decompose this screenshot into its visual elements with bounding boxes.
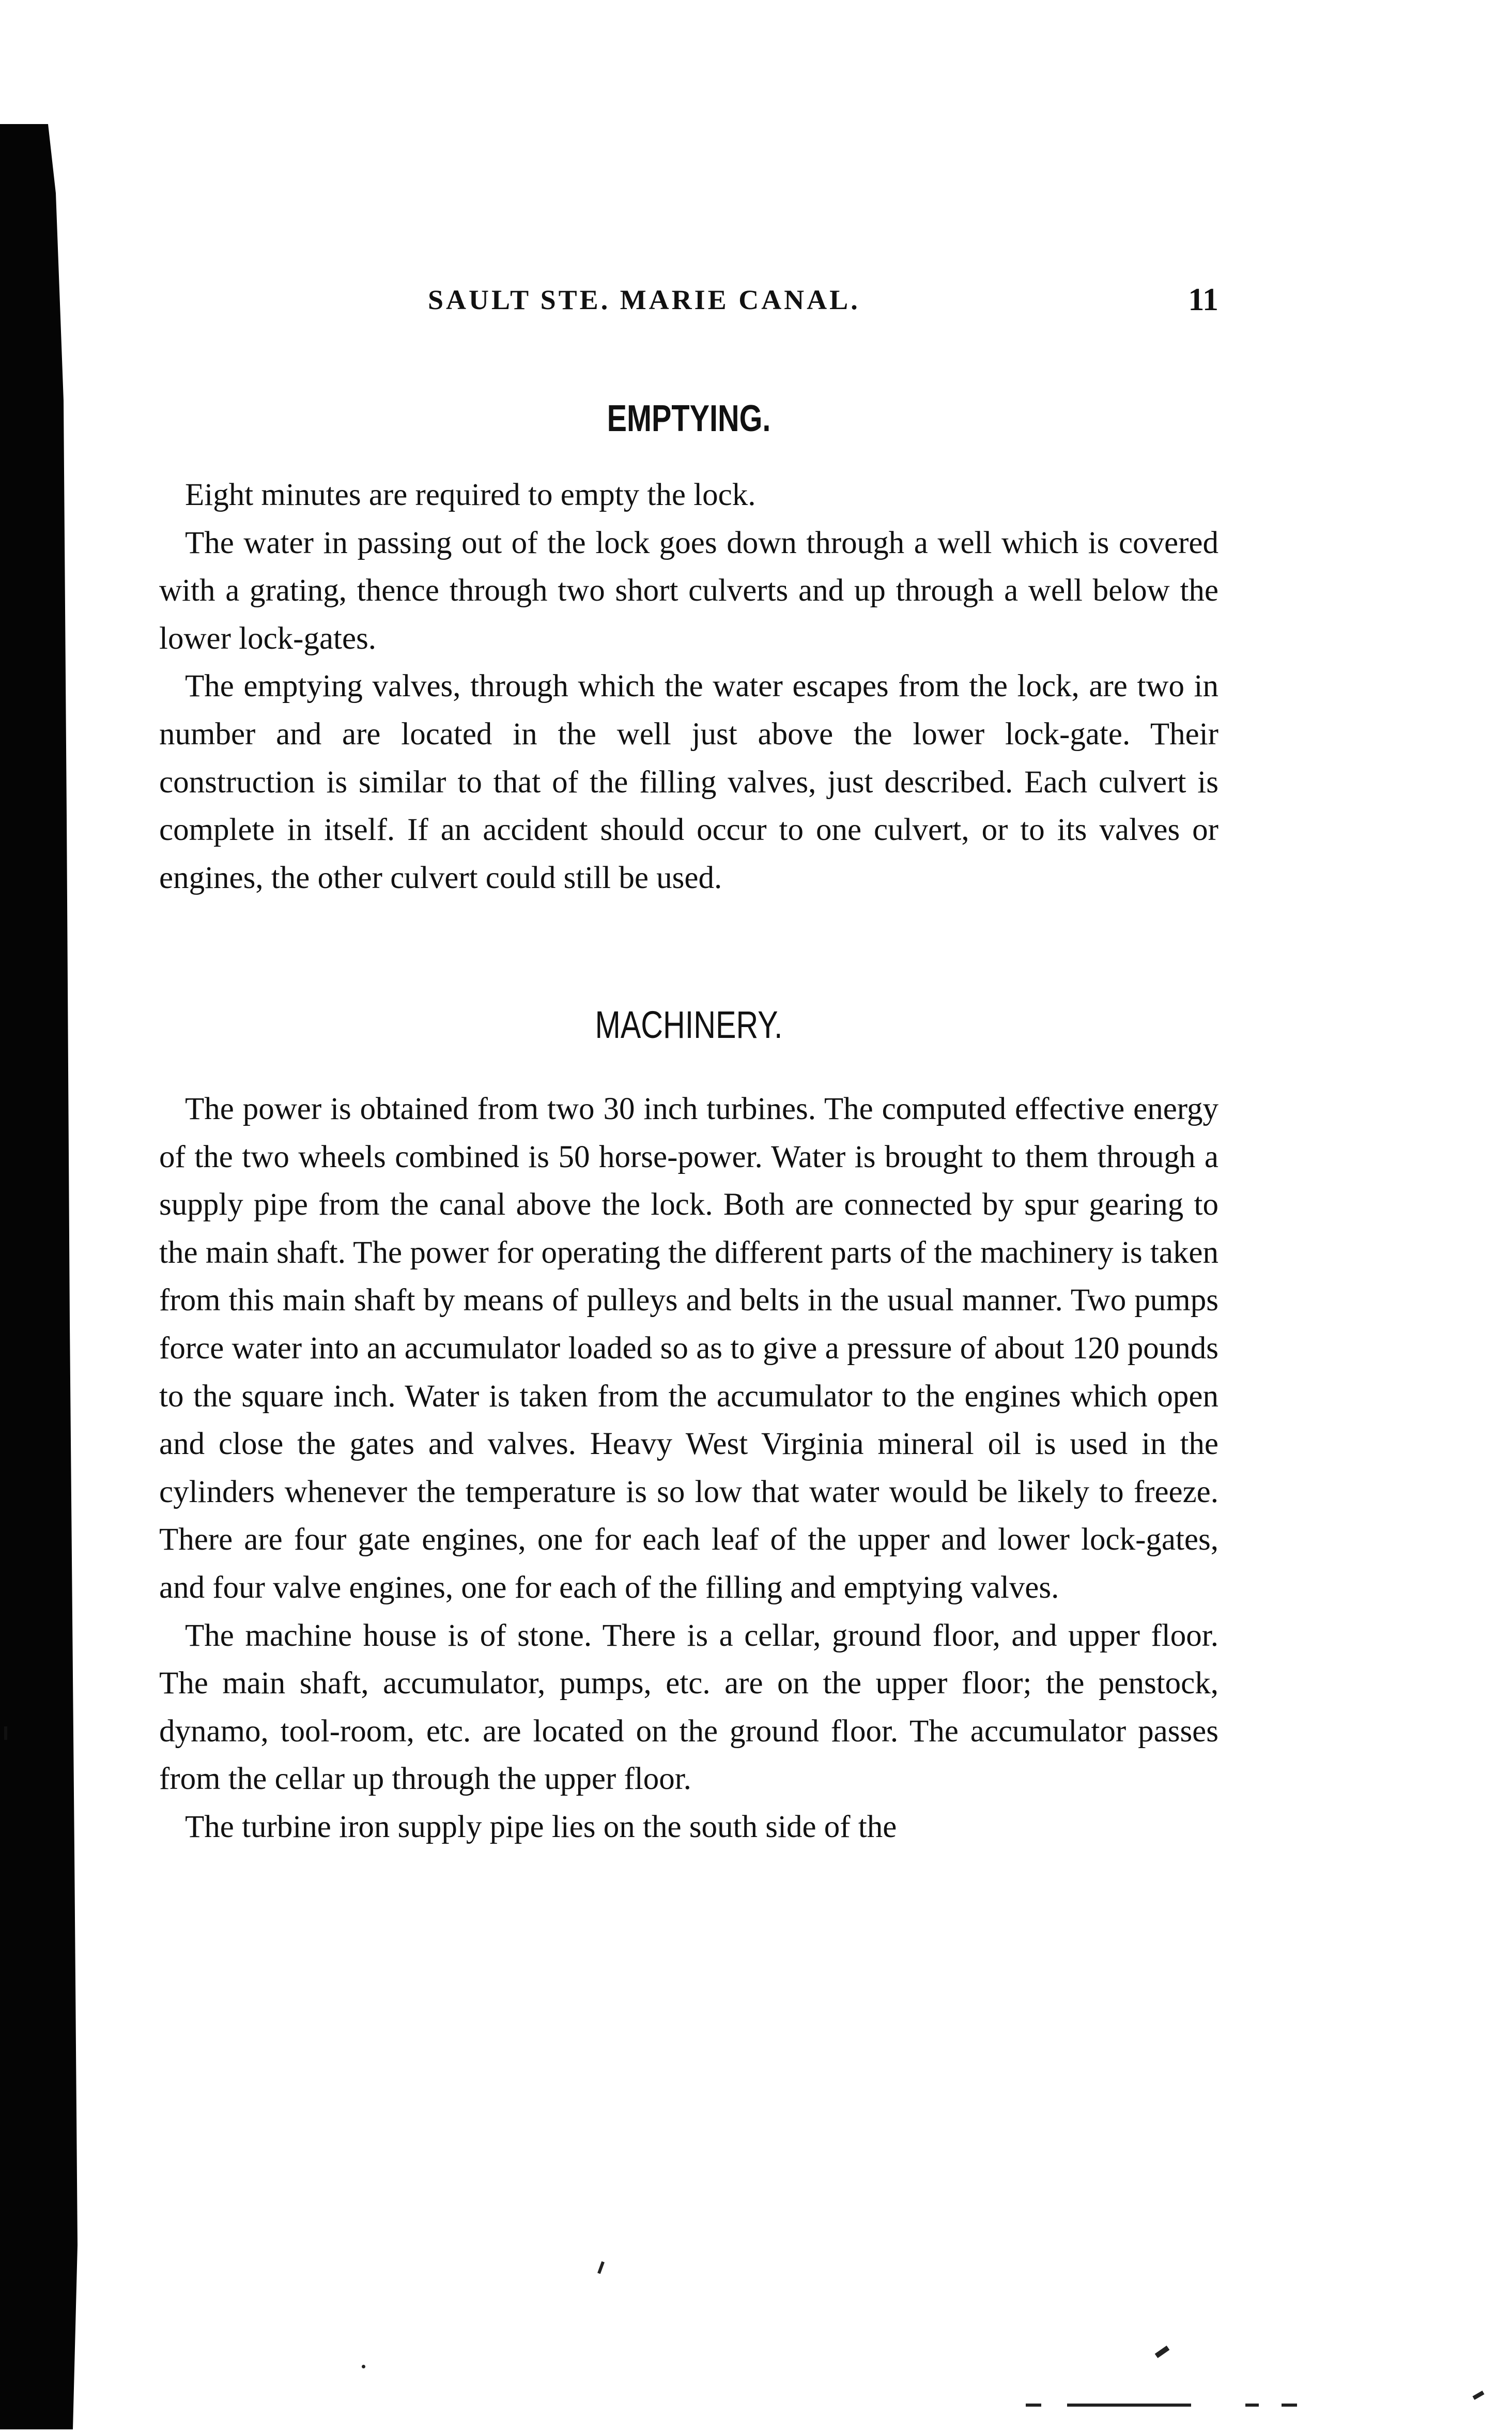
page-number: 11 [1188,282,1218,317]
running-title: SAULT STE. MARIE CANAL. [428,284,860,315]
paragraph: The machine house is of stone. There is a cellar, ground floor, and upper floor. The main shaft, accumulator, pumps, etc. are on the upper floor; the penstock, dynamo, tool-room, etc. are located on the ground floor. The accumulator passes from the cellar up through the upper floor. [159,1618,1218,1797]
paragraph: The water in passing out of the lock goes down through a well which is covered with a grating, thence through two short culverts and up through a well below the lower lock-gates. [159,525,1218,656]
section-machinery [159,1085,1218,1851]
paragraph: The emptying valves, through which the water escapes from the lock, are two in number and are located in the well just above the lower lock-gate. Their construction is similar to that of the filling valves, just described. Each culvert is complete in itself. If an accident should occur to one culvert, or to its valves or engines, the other culvert could still be used. [159,669,1218,895]
scan-speck [4,1726,7,1740]
paragraph: Eight minutes are required to empty the lock. [185,478,756,512]
paragraph: The turbine iron supply pipe lies on the south side of the [185,1809,897,1844]
scan-speck [362,2365,365,2368]
running-head [159,279,1218,320]
scan-rule-mark [1245,2404,1259,2407]
scan-binding-edge [0,124,78,2429]
scan-rule-mark [1026,2404,1041,2407]
scan-speck [1472,2391,1484,2400]
section-heading-emptying: EMPTYING. [607,398,771,439]
book-page [159,0,1218,2433]
scan-rule-mark [1282,2404,1297,2407]
paragraph: The power is obtained from two 30 inch turbines. The computed effective energy of the two wheels combined is 50 horse-power. Water is brought to them through a supply pipe from the canal above the lock. Both are connected by spur gearing to the main shaft. The power for operating the different parts of the machinery is taken from this main shaft by means of pulleys and belts in the usual manner. Two pumps force water into an accumulator loaded so as to give a pressure of about 120 pounds to the square inch. Water is taken from the accumulator to the engines which open and close the gates and valves. Heavy West Virginia mineral oil is used in the cylinders whenever the temperature is so low that water would be likely to freeze. There are four gate engines, one for each leaf of the upper and lower lock-gates, and four valve engines, one for each of the filling and emptying valves. [159,1092,1218,1605]
scan-rule-mark [1067,2404,1191,2407]
section-emptying [159,471,1218,902]
section-heading-machinery: MACHINERY. [595,1003,783,1046]
